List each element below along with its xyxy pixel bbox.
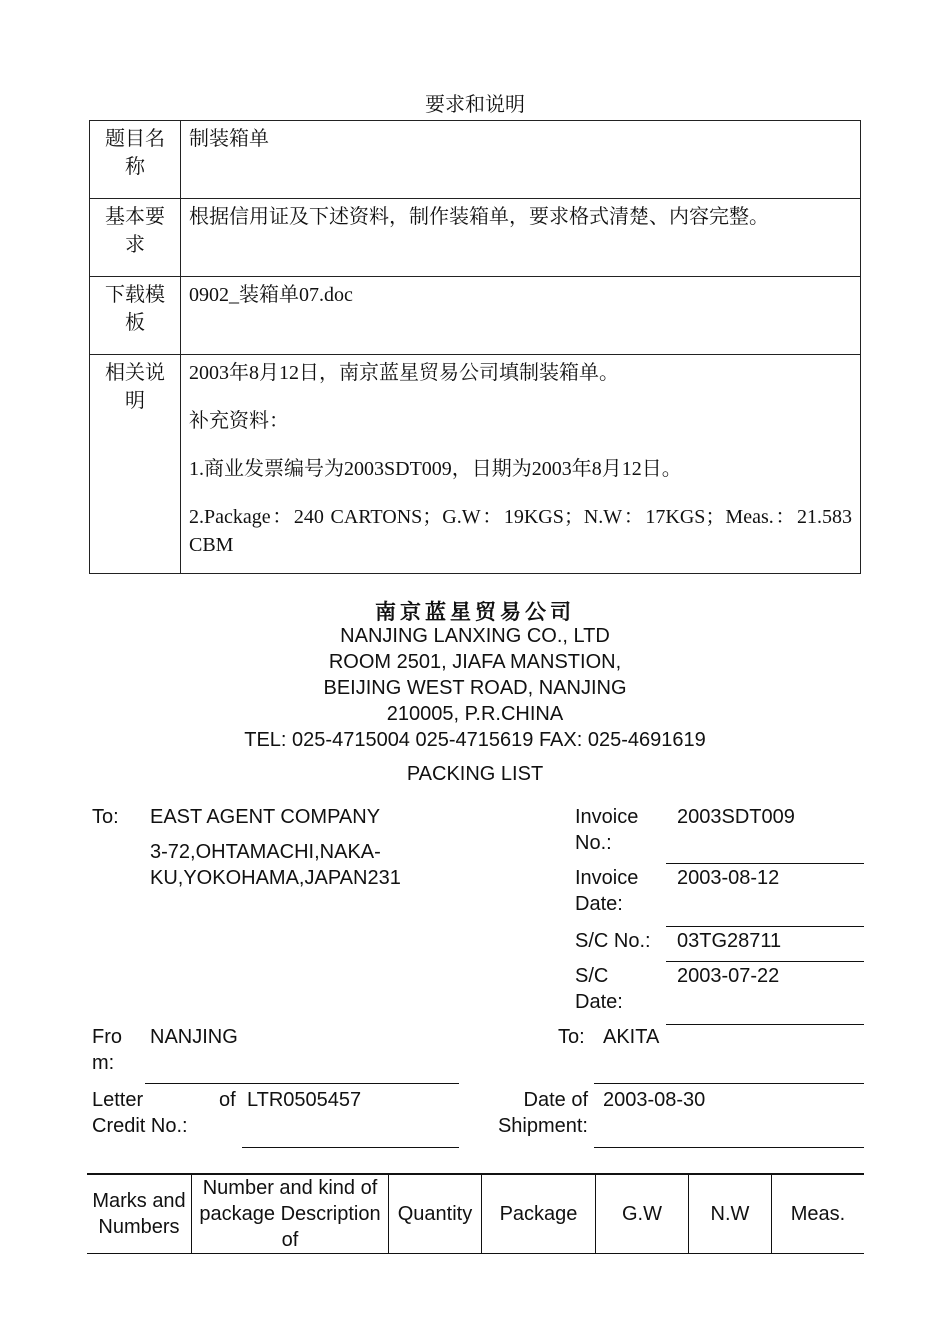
requirements-row [90, 277, 861, 355]
requirements-row-label: 下载模板 [90, 277, 181, 355]
lc-no-value: LTR0505457 [247, 1089, 362, 1111]
company-logo: 南京蓝星贸易公司 [375, 599, 575, 624]
requirements-text: 2003年8月12日，南京蓝星贸易公司填制装箱单。 [189, 362, 619, 384]
requirements-row [90, 121, 861, 199]
document-title: PACKING LIST [406, 763, 544, 785]
header-nw: N.W [689, 1174, 772, 1254]
header-quantity: Quantity [389, 1174, 482, 1254]
header-meas: Meas. [772, 1174, 865, 1254]
requirements-text: 根据信用证及下述资料，制作装箱单，要求格式清楚、内容完整。 [189, 206, 769, 228]
invoice-date-value: 2003-08-12 [677, 867, 780, 889]
company-address-line: BEIJING WEST ROAD, NANJING [323, 677, 627, 699]
sc-no-label: S/C No.: [575, 930, 651, 952]
goods-table [87, 1173, 864, 1254]
invoice-date-label: Invoice Date: [575, 867, 639, 915]
sc-date-value: 2003-07-22 [677, 965, 780, 987]
lc-label: Credit No.: [92, 1115, 188, 1137]
requirements-table [89, 120, 861, 574]
requirements-title: 要求和说明 [425, 94, 525, 116]
company-address-line: 210005, P.R.CHINA [386, 703, 564, 725]
requirements-row [90, 199, 861, 277]
shipment-date-label: Date of [523, 1089, 588, 1111]
field-underline [666, 863, 864, 864]
header-gw: G.W [596, 1174, 689, 1254]
company-contact: TEL: 025-4715004 025-4715619 FAX: 025-4691619 [244, 729, 706, 751]
from-label: From: [92, 1026, 122, 1074]
sc-no-value: 03TG28711 [677, 930, 782, 952]
requirements-row-content [181, 355, 861, 574]
requirements-text: 2.Package：240 CARTONS；G.W：19KGS；N.W：17KGS；Meas.：21.583 CBM [189, 506, 852, 556]
company-address-line: ROOM 2501, JIAFA MANSTION, [328, 651, 622, 673]
header-package-description: Number and kind of package Description of [192, 1174, 389, 1254]
field-underline [242, 1147, 459, 1148]
shipment-date-label: Shipment: [497, 1115, 588, 1137]
requirements-text: 1.商业发票编号为2003SDT009，日期为2003年8月12日。 [189, 458, 682, 480]
requirements-row [90, 355, 861, 574]
consignee-address: 3-72,OHTAMACHI,NAKA-KU,YOKOHAMA,JAPAN231 [150, 841, 401, 889]
field-underline [666, 961, 864, 962]
field-underline [594, 1147, 864, 1148]
header-package: Package [482, 1174, 596, 1254]
consignee-name: EAST AGENT COMPANY [150, 806, 381, 828]
requirements-text: 补充资料： [189, 410, 289, 432]
requirements-row-content [181, 277, 861, 355]
requirements-row-label: 基本要求 [90, 199, 181, 277]
requirements-row-content [181, 121, 861, 199]
template-filename: 0902_装箱单07.doc [189, 284, 353, 306]
lc-label: of [219, 1089, 236, 1111]
field-underline [145, 1083, 459, 1084]
requirements-row-label: 题目名称 [90, 121, 181, 199]
invoice-no-value: 2003SDT009 [677, 806, 795, 828]
company-name: NANJING LANXING CO., LTD [340, 625, 610, 647]
field-underline [594, 1083, 864, 1084]
sc-date-label: S/C Date: [575, 965, 623, 1013]
field-underline [666, 926, 864, 927]
lc-label: Letter [92, 1089, 144, 1111]
to-label: To: [92, 806, 119, 828]
header-marks: Marks and Numbers [87, 1174, 192, 1254]
requirements-row-content [181, 199, 861, 277]
destination-value: AKITA [603, 1026, 660, 1048]
invoice-no-label: Invoice No.: [575, 806, 639, 854]
field-underline [666, 1024, 864, 1025]
goods-table-header [87, 1174, 864, 1254]
destination-label: To: [558, 1026, 585, 1048]
requirements-text: 制装箱单 [189, 128, 269, 150]
requirements-row-label: 相关说明 [90, 355, 181, 574]
from-value: NANJING [150, 1026, 238, 1048]
shipment-date-value: 2003-08-30 [603, 1089, 706, 1111]
